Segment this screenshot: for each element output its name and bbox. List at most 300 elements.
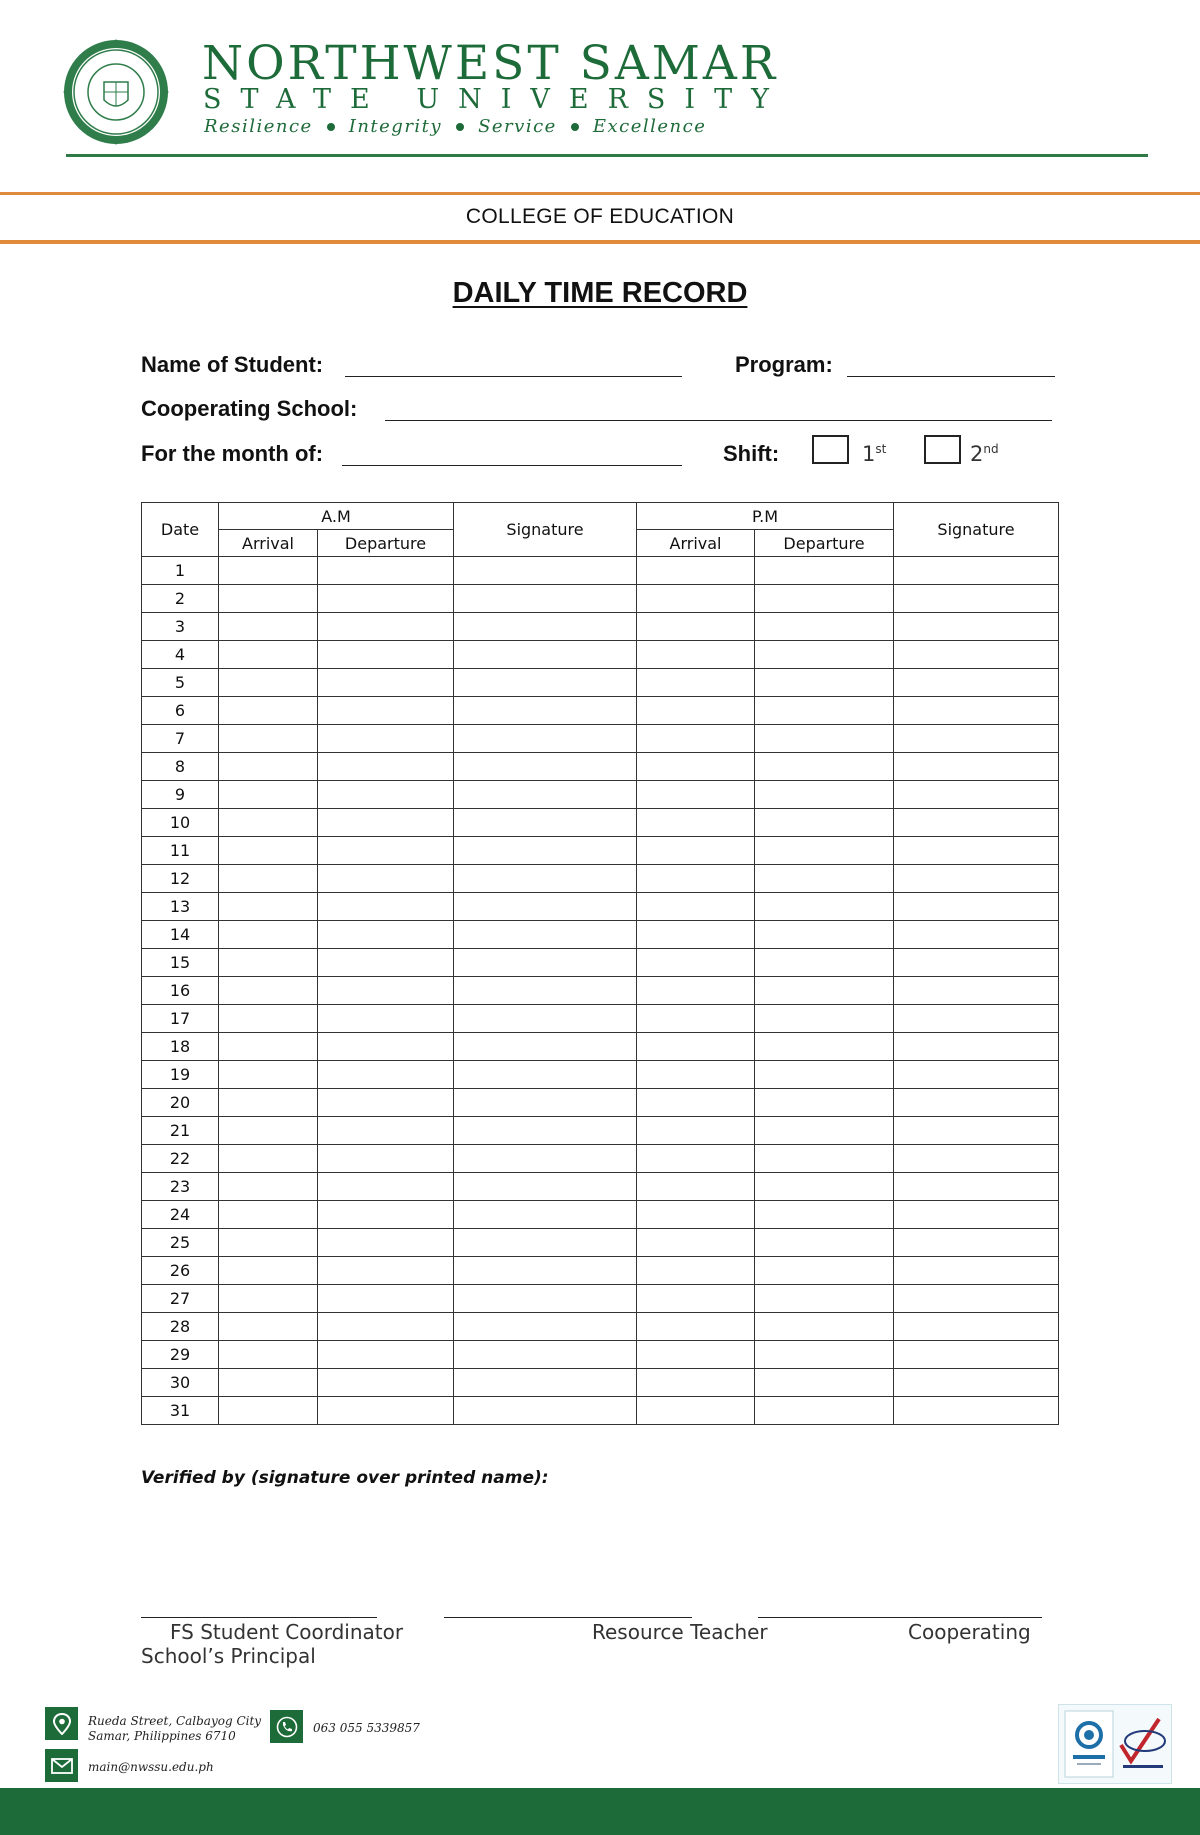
am-departure-cell[interactable] (318, 1397, 454, 1425)
bullet-icon (571, 123, 579, 131)
page-title: DAILY TIME RECORD (452, 277, 748, 309)
date-cell: 6 (142, 697, 219, 725)
am-signature-cell[interactable] (454, 557, 637, 585)
am-signature-cell[interactable] (454, 1313, 637, 1341)
am-arrival-cell[interactable] (219, 697, 318, 725)
am-departure-cell[interactable] (318, 781, 454, 809)
am-arrival-cell[interactable] (219, 1033, 318, 1061)
table-row (142, 1397, 1059, 1425)
pm-arrival-cell[interactable] (637, 865, 755, 893)
am-departure-cell[interactable] (318, 669, 454, 697)
table-row (142, 1117, 1059, 1145)
am-signature-cell[interactable] (454, 1173, 637, 1201)
am-signature-cell[interactable] (454, 921, 637, 949)
program-field[interactable] (847, 352, 1055, 377)
am-departure-cell[interactable] (318, 809, 454, 837)
am-departure-cell[interactable] (318, 977, 454, 1005)
am-signature-cell[interactable] (454, 1089, 637, 1117)
pm-signature-header: Signature (894, 503, 1059, 557)
date-cell: 19 (142, 1061, 219, 1089)
am-arrival-cell[interactable] (219, 1313, 318, 1341)
date-cell: 4 (142, 641, 219, 669)
pm-departure-cell[interactable] (755, 1285, 894, 1313)
address-line-1: Rueda Street, Calbayog City (88, 1714, 262, 1728)
pm-departure-cell[interactable] (755, 1145, 894, 1173)
am-arrival-cell[interactable] (219, 613, 318, 641)
date-cell: 26 (142, 1257, 219, 1285)
date-cell: 30 (142, 1369, 219, 1397)
pm-departure-cell[interactable] (755, 949, 894, 977)
pm-signature-cell[interactable] (894, 1145, 1059, 1173)
motto-word: Excellence (592, 116, 707, 137)
pm-departure-cell[interactable] (755, 921, 894, 949)
date-cell: 11 (142, 837, 219, 865)
pm-signature-cell[interactable] (894, 949, 1059, 977)
date-cell: 1 (142, 557, 219, 585)
table-row (142, 1201, 1059, 1229)
certification-logos (1058, 1704, 1172, 1784)
pm-signature-cell[interactable] (894, 697, 1059, 725)
college-band-bottom-rule (0, 240, 1200, 244)
date-cell: 9 (142, 781, 219, 809)
am-signature-cell[interactable] (454, 1145, 637, 1173)
pm-signature-cell[interactable] (894, 1033, 1059, 1061)
date-cell: 15 (142, 949, 219, 977)
am-header: A.M (219, 503, 454, 530)
date-cell: 7 (142, 725, 219, 753)
am-signature-cell[interactable] (454, 977, 637, 1005)
cooperating-school-label: Cooperating School: (141, 396, 358, 421)
phone-number: 063 055 5339857 (313, 1721, 420, 1735)
am-signature-header: Signature (454, 503, 637, 557)
pm-departure-cell[interactable] (755, 1257, 894, 1285)
table-row (142, 809, 1059, 837)
am-signature-cell[interactable] (454, 1397, 637, 1425)
pm-signature-cell[interactable] (894, 1285, 1059, 1313)
pm-departure-cell[interactable] (755, 697, 894, 725)
am-departure-cell[interactable] (318, 1369, 454, 1397)
date-cell: 10 (142, 809, 219, 837)
am-signature-cell[interactable] (454, 893, 637, 921)
pm-departure-cell[interactable] (755, 641, 894, 669)
am-departure-cell[interactable] (318, 949, 454, 977)
pm-signature-cell[interactable] (894, 1397, 1059, 1425)
date-cell: 28 (142, 1313, 219, 1341)
university-seal-logo (62, 38, 170, 146)
am-signature-cell[interactable] (454, 585, 637, 613)
pm-arrival-cell[interactable] (637, 1229, 755, 1257)
am-departure-cell[interactable] (318, 921, 454, 949)
date-cell: 22 (142, 1145, 219, 1173)
pm-departure-cell[interactable] (755, 893, 894, 921)
am-departure-cell[interactable] (318, 613, 454, 641)
student-name-label: Name of Student: (141, 352, 324, 377)
table-row (142, 1033, 1059, 1061)
am-arrival-cell[interactable] (219, 1005, 318, 1033)
date-cell: 2 (142, 585, 219, 613)
pm-arrival-cell[interactable] (637, 893, 755, 921)
pm-departure-cell[interactable] (755, 1341, 894, 1369)
am-signature-cell[interactable] (454, 1117, 637, 1145)
bullet-icon (327, 123, 335, 131)
table-row (142, 949, 1059, 977)
pm-arrival-cell[interactable] (637, 1285, 755, 1313)
date-cell: 13 (142, 893, 219, 921)
pm-signature-cell[interactable] (894, 837, 1059, 865)
pm-departure-cell[interactable] (755, 1005, 894, 1033)
am-departure-cell[interactable] (318, 1313, 454, 1341)
am-arrival-cell[interactable] (219, 865, 318, 893)
pm-arrival-header: Arrival (637, 530, 755, 557)
pm-arrival-cell[interactable] (637, 1397, 755, 1425)
motto-word: Service (478, 116, 557, 137)
am-arrival-cell[interactable] (219, 1257, 318, 1285)
email-address: main@nwssu.edu.ph (88, 1760, 214, 1774)
pm-arrival-cell[interactable] (637, 921, 755, 949)
verification-label: Verified by (signature over printed name): (141, 1468, 549, 1488)
am-signature-cell[interactable] (454, 1285, 637, 1313)
am-arrival-cell[interactable] (219, 893, 318, 921)
am-departure-cell[interactable] (318, 697, 454, 725)
am-departure-cell[interactable] (318, 1089, 454, 1117)
am-departure-cell[interactable] (318, 1033, 454, 1061)
motto-word: Integrity (348, 116, 443, 137)
bullet-icon (456, 123, 464, 131)
am-departure-cell[interactable] (318, 1145, 454, 1173)
pm-departure-cell[interactable] (755, 1173, 894, 1201)
am-departure-cell[interactable] (318, 1061, 454, 1089)
pm-arrival-cell[interactable] (637, 1257, 755, 1285)
date-cell: 12 (142, 865, 219, 893)
pm-arrival-cell[interactable] (637, 1173, 755, 1201)
table-row (142, 921, 1059, 949)
am-arrival-cell[interactable] (219, 1145, 318, 1173)
table-row (142, 977, 1059, 1005)
table-row (142, 641, 1059, 669)
pm-arrival-cell[interactable] (637, 725, 755, 753)
am-arrival-cell[interactable] (219, 977, 318, 1005)
pm-signature-cell[interactable] (894, 1117, 1059, 1145)
pm-departure-cell[interactable] (755, 1313, 894, 1341)
footer-bar (0, 1788, 1200, 1835)
pm-signature-cell[interactable] (894, 585, 1059, 613)
am-departure-cell[interactable] (318, 865, 454, 893)
am-arrival-cell[interactable] (219, 781, 318, 809)
table-row (142, 1005, 1059, 1033)
table-row (142, 557, 1059, 585)
university-motto (204, 116, 706, 137)
mail-icon (45, 1749, 78, 1782)
pm-arrival-cell[interactable] (637, 1005, 755, 1033)
teacher-signature-line[interactable] (444, 1617, 692, 1618)
pm-signature-cell[interactable] (894, 557, 1059, 585)
pm-departure-cell[interactable] (755, 725, 894, 753)
pm-signature-cell[interactable] (894, 893, 1059, 921)
am-arrival-cell[interactable] (219, 921, 318, 949)
am-signature-cell[interactable] (454, 865, 637, 893)
month-label: For the month of: (141, 441, 324, 466)
am-arrival-cell[interactable] (219, 641, 318, 669)
am-departure-cell[interactable] (318, 753, 454, 781)
pm-arrival-cell[interactable] (637, 669, 755, 697)
pm-departure-cell[interactable] (755, 669, 894, 697)
pm-arrival-cell[interactable] (637, 1313, 755, 1341)
am-arrival-cell[interactable] (219, 1201, 318, 1229)
table-row (142, 585, 1059, 613)
program-label: Program: (735, 352, 833, 377)
am-signature-cell[interactable] (454, 613, 637, 641)
pm-arrival-cell[interactable] (637, 753, 755, 781)
pm-arrival-cell[interactable] (637, 697, 755, 725)
am-signature-cell[interactable] (454, 809, 637, 837)
pm-arrival-cell[interactable] (637, 585, 755, 613)
date-cell: 20 (142, 1089, 219, 1117)
am-signature-cell[interactable] (454, 949, 637, 977)
table-row (142, 725, 1059, 753)
am-departure-cell[interactable] (318, 1005, 454, 1033)
date-cell: 25 (142, 1229, 219, 1257)
table-row (142, 1089, 1059, 1117)
pm-arrival-cell[interactable] (637, 1089, 755, 1117)
pm-departure-cell[interactable] (755, 781, 894, 809)
pm-departure-cell[interactable] (755, 585, 894, 613)
table-body (142, 557, 1059, 1425)
am-arrival-cell[interactable] (219, 1341, 318, 1369)
teacher-title: Resource Teacher (592, 1620, 768, 1644)
pm-departure-cell[interactable] (755, 557, 894, 585)
date-cell: 5 (142, 669, 219, 697)
table-row (142, 837, 1059, 865)
table-row (142, 613, 1059, 641)
pm-arrival-cell[interactable] (637, 1061, 755, 1089)
table-row (142, 865, 1059, 893)
date-cell: 23 (142, 1173, 219, 1201)
pm-departure-cell[interactable] (755, 977, 894, 1005)
pm-signature-cell[interactable] (894, 809, 1059, 837)
pm-departure-cell[interactable] (755, 1201, 894, 1229)
am-departure-cell[interactable] (318, 725, 454, 753)
pm-arrival-cell[interactable] (637, 977, 755, 1005)
pm-signature-cell[interactable] (894, 1341, 1059, 1369)
student-name-field[interactable] (345, 352, 682, 377)
principal-title-part-1: Cooperating (908, 1620, 1031, 1644)
pm-signature-cell[interactable] (894, 669, 1059, 697)
table-row (142, 1341, 1059, 1369)
pm-signature-cell[interactable] (894, 1005, 1059, 1033)
shift-second-checkbox[interactable] (924, 435, 961, 464)
date-cell: 29 (142, 1341, 219, 1369)
pm-signature-cell[interactable] (894, 1257, 1059, 1285)
table-row (142, 1369, 1059, 1397)
pm-signature-cell[interactable] (894, 641, 1059, 669)
date-cell: 3 (142, 613, 219, 641)
date-cell: 24 (142, 1201, 219, 1229)
date-cell: 18 (142, 1033, 219, 1061)
pm-signature-cell[interactable] (894, 725, 1059, 753)
am-signature-cell[interactable] (454, 837, 637, 865)
pm-arrival-cell[interactable] (637, 809, 755, 837)
college-band-top-rule (0, 192, 1200, 195)
am-signature-cell[interactable] (454, 725, 637, 753)
table-row (142, 893, 1059, 921)
am-arrival-cell[interactable] (219, 1397, 318, 1425)
am-arrival-cell[interactable] (219, 1369, 318, 1397)
am-departure-cell[interactable] (318, 557, 454, 585)
am-signature-cell[interactable] (454, 1005, 637, 1033)
pm-departure-cell[interactable] (755, 1089, 894, 1117)
am-departure-cell[interactable] (318, 1229, 454, 1257)
cooperating-school-field[interactable] (385, 396, 1052, 421)
pm-arrival-cell[interactable] (637, 837, 755, 865)
pm-signature-cell[interactable] (894, 1089, 1059, 1117)
am-signature-cell[interactable] (454, 1201, 637, 1229)
am-signature-cell[interactable] (454, 753, 637, 781)
am-signature-cell[interactable] (454, 641, 637, 669)
am-arrival-cell[interactable] (219, 1089, 318, 1117)
am-arrival-cell[interactable] (219, 725, 318, 753)
date-header: Date (142, 503, 219, 557)
am-signature-cell[interactable] (454, 1229, 637, 1257)
table-row (142, 1061, 1059, 1089)
pm-departure-cell[interactable] (755, 1117, 894, 1145)
am-signature-cell[interactable] (454, 1369, 637, 1397)
table-row (142, 1257, 1059, 1285)
principal-signature-line[interactable] (758, 1617, 1042, 1618)
am-departure-cell[interactable] (318, 1201, 454, 1229)
pm-signature-cell[interactable] (894, 1369, 1059, 1397)
shift-first-checkbox[interactable] (812, 435, 849, 464)
pm-arrival-cell[interactable] (637, 557, 755, 585)
am-arrival-cell[interactable] (219, 1285, 318, 1313)
phone-icon (270, 1710, 303, 1743)
coordinator-signature-line[interactable] (141, 1617, 377, 1618)
table-row (142, 1313, 1059, 1341)
table-row (142, 1145, 1059, 1173)
am-signature-cell[interactable] (454, 1341, 637, 1369)
pm-arrival-cell[interactable] (637, 1369, 755, 1397)
pm-departure-cell[interactable] (755, 1061, 894, 1089)
pm-departure-cell[interactable] (755, 837, 894, 865)
table-row (142, 781, 1059, 809)
pm-signature-cell[interactable] (894, 865, 1059, 893)
am-signature-cell[interactable] (454, 1033, 637, 1061)
am-arrival-cell[interactable] (219, 1117, 318, 1145)
location-icon (45, 1707, 78, 1740)
am-arrival-cell[interactable] (219, 1173, 318, 1201)
address-line-2: Samar, Philippines 6710 (88, 1729, 236, 1743)
am-arrival-cell[interactable] (219, 585, 318, 613)
pm-signature-cell[interactable] (894, 613, 1059, 641)
am-arrival-cell[interactable] (219, 837, 318, 865)
am-departure-cell[interactable] (318, 1285, 454, 1313)
pm-arrival-cell[interactable] (637, 1033, 755, 1061)
university-subtitle: STATE UNIVERSITY (203, 84, 788, 115)
am-arrival-cell[interactable] (219, 949, 318, 977)
pm-departure-cell[interactable] (755, 613, 894, 641)
am-arrival-cell[interactable] (219, 669, 318, 697)
pm-arrival-cell[interactable] (637, 613, 755, 641)
date-cell: 8 (142, 753, 219, 781)
pm-departure-cell[interactable] (755, 865, 894, 893)
pm-arrival-cell[interactable] (637, 1117, 755, 1145)
pm-signature-cell[interactable] (894, 1313, 1059, 1341)
month-field[interactable] (342, 441, 682, 466)
pm-arrival-cell[interactable] (637, 641, 755, 669)
pm-signature-cell[interactable] (894, 781, 1059, 809)
am-signature-cell[interactable] (454, 697, 637, 725)
table-row (142, 1173, 1059, 1201)
pm-arrival-cell[interactable] (637, 949, 755, 977)
date-cell: 17 (142, 1005, 219, 1033)
daily-time-record-table (141, 502, 1059, 1425)
shift-first-label: 1st (862, 442, 887, 466)
date-cell: 16 (142, 977, 219, 1005)
pm-departure-cell[interactable] (755, 1369, 894, 1397)
pm-signature-cell[interactable] (894, 977, 1059, 1005)
table-row (142, 753, 1059, 781)
am-departure-cell[interactable] (318, 641, 454, 669)
pm-departure-cell[interactable] (755, 1229, 894, 1257)
am-departure-cell[interactable] (318, 1341, 454, 1369)
pm-arrival-cell[interactable] (637, 1341, 755, 1369)
university-name: NORTHWEST SAMAR (202, 36, 779, 91)
principal-title-part-2: School’s Principal (141, 1644, 316, 1668)
am-departure-cell[interactable] (318, 1173, 454, 1201)
am-signature-cell[interactable] (454, 1061, 637, 1089)
pm-signature-cell[interactable] (894, 921, 1059, 949)
motto-word: Resilience (204, 116, 313, 137)
pm-departure-cell[interactable] (755, 1033, 894, 1061)
pm-signature-cell[interactable] (894, 1173, 1059, 1201)
pm-signature-cell[interactable] (894, 1061, 1059, 1089)
am-arrival-cell[interactable] (219, 753, 318, 781)
table-row (142, 1285, 1059, 1313)
pm-departure-cell[interactable] (755, 753, 894, 781)
header-divider (66, 154, 1148, 157)
pm-signature-cell[interactable] (894, 753, 1059, 781)
pm-arrival-cell[interactable] (637, 781, 755, 809)
am-departure-cell[interactable] (318, 585, 454, 613)
am-arrival-cell[interactable] (219, 809, 318, 837)
pm-signature-cell[interactable] (894, 1201, 1059, 1229)
am-arrival-cell[interactable] (219, 557, 318, 585)
am-departure-cell[interactable] (318, 893, 454, 921)
date-cell: 27 (142, 1285, 219, 1313)
pm-signature-cell[interactable] (894, 1229, 1059, 1257)
pm-departure-cell[interactable] (755, 809, 894, 837)
date-cell: 21 (142, 1117, 219, 1145)
am-departure-header: Departure (318, 530, 454, 557)
am-signature-cell[interactable] (454, 781, 637, 809)
college-name: COLLEGE OF EDUCATION (465, 205, 735, 228)
pm-departure-cell[interactable] (755, 1397, 894, 1425)
am-departure-cell[interactable] (318, 837, 454, 865)
am-arrival-header: Arrival (219, 530, 318, 557)
am-arrival-cell[interactable] (219, 1229, 318, 1257)
am-signature-cell[interactable] (454, 669, 637, 697)
am-arrival-cell[interactable] (219, 1061, 318, 1089)
am-departure-cell[interactable] (318, 1117, 454, 1145)
shift-second-label: 2nd (970, 442, 999, 466)
table-row (142, 697, 1059, 725)
am-signature-cell[interactable] (454, 1257, 637, 1285)
table-row (142, 1229, 1059, 1257)
table-row (142, 669, 1059, 697)
am-departure-cell[interactable] (318, 1257, 454, 1285)
pm-departure-header: Departure (755, 530, 894, 557)
pm-arrival-cell[interactable] (637, 1145, 755, 1173)
pm-arrival-cell[interactable] (637, 1201, 755, 1229)
